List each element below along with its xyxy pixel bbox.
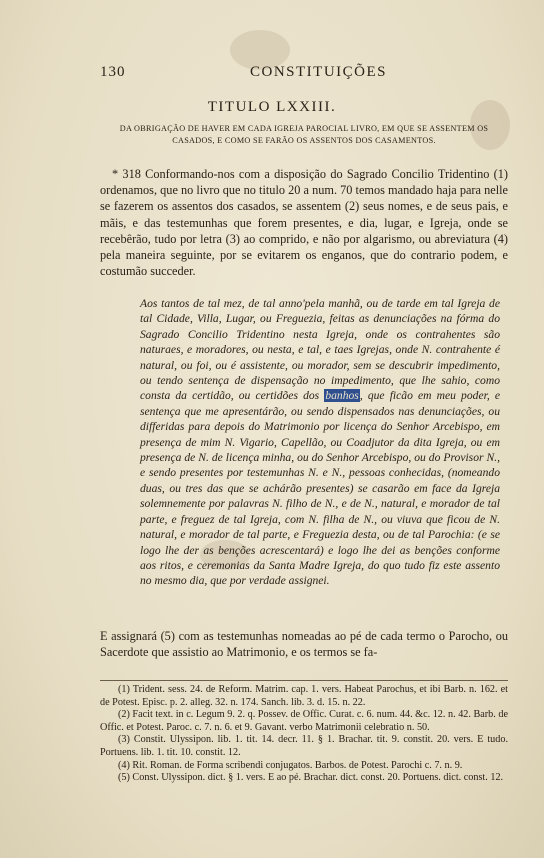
footnote-1: (1) Trident. sess. 24. de Reform. Matrim. cap. 1. vers. Habeat Parochus, et ibi Barb. n. 162. et de Potest. Episc. p. 2. alleg. 32. n. 174. Sanch. lib. 3. d. 15. n. 22. xyxy=(100,684,508,708)
footnote-4: (4) Rit. Roman. de Forma scribendi conjugatos. Barbos. de Potest. Parochi c. 7. n. 9. xyxy=(118,759,463,771)
paragraph-318: * 318 Conformando-nos com a disposição do Sagrado Concilio Tridentino (1) ordenamos, que no livro que no titulo 20 a num. 70 temos mandado haja para nelle se fazerem os assentos dos casados, se assentem (2) seus nomes, e de seus pais, e mãis, e das testemunhas que forem presentes, e dia, lugar, e Igreja, onde se recebêrão, tudo por letra (3) ao comprido, e não por algarismo, ou abreviatura (4) pela maneira seguinte, por se evitarem os enganos, que do contrario podem, e costumão succeder. xyxy=(100,167,508,279)
page-number: 130 xyxy=(100,64,126,80)
footnote-5: (5) Const. Ulyssipon. dict. § 1. vers. E ao pé. Brachar. dict. const. 20. Portuens. dict. const. 12. xyxy=(118,772,504,784)
paragraph-final: E assignará (5) com as testemunhas nomeadas ao pé de cada termo o Parocho, ou Sacerdote que assistio ao Matrimonio, e os termos se fa- xyxy=(100,629,508,660)
marriage-record-formula xyxy=(140,296,500,589)
formula-text-after: , que ficão em meu poder, e sentença que me apresentárão, ou sendo dispensados nas denunciações, ou differidas para depois do Matrimonio por licença do Senhor Arcebispo, em presença de mim N. Vigario, Capellão, ou Coadjutor da dita Igreja, ou em presença de N. de licença minha, ou do Senhor Arcebispo, ou do Provisor N., e sendo presentes por testemunhas N. e N., pessoas conhecidas, (nomeando duas, ou tres das que se achárão presentes) se casarão em face da Igreja solemnemente por palavras N. filho de N., e de N., natural, e morador de tal parte, e freguez de tal Igreja, com N. filha de N., ou viuva que ficou de N. natural, e morador de tal parte, e Freguezia desta, ou de tal Parochia: (e se logo lhe der as benções acrescentará) e logo lhe dei as benções conforme aos ritos, e ceremonias da Santa Madre Igreja, do quo tudo fiz este assento no mesmo dia, que por verdade assignei. xyxy=(140,389,500,588)
formula-text-before: Aos tantos de tal mez, de tal anno'pela manhã, ou de tarde em tal Igreja de tal Cidade, Villa, Lugar, ou Freguezia, feitas as denunciações na fórma do Sagrado Concilio Tridentino nesta Igreja, onde os contrahentes são naturaes, e moradores, ou nesta, e tal, e taes Igrejas, onde N. contrahente é natural, ou foi, ou é assistente, ou morador, sem se descubrir impedimento, ou tendo sentença de dispensação no impedimento, que lhe sahio, como consta da certidão, ou certidões dos xyxy=(140,297,500,403)
page-header xyxy=(100,64,504,84)
footnotes xyxy=(100,684,508,785)
highlighted-word[interactable]: banhos xyxy=(325,389,359,403)
chapter-subtitle: DA OBRIGAÇÃO DE HAVER EM CADA IGREJA PAROCIAL LIVRO, EM QUE SE ASSENTEM OS CASADOS, E COMO SE FARÃO OS ASSENTOS DOS CASAMENTOS. xyxy=(119,124,489,145)
footnote-2: (2) Facit text. in c. Legum 9. 2. q. Possev. de Offic. Curat. c. 6. num. 44. &c. 12. n. 42. Barb. de Offic. et Potest. Paroc. c. 7. n. 6. et 9. Gavant. verbo Matrimonii celebratio n. 50. xyxy=(100,709,508,733)
chapter-title: TITULO LXXIII. xyxy=(207,99,337,115)
footnote-divider xyxy=(100,680,508,681)
footnote-3: (3) Constit. Ulyssipon. lib. 1. tit. 14. decr. 11. § 1. Brachar. tit. 9. constit. 20. vers. E tudo. Portuens. lib. 1. tit. 10. constit. 12. xyxy=(100,734,508,758)
running-title: CONSTITUIÇÕES xyxy=(250,64,388,80)
